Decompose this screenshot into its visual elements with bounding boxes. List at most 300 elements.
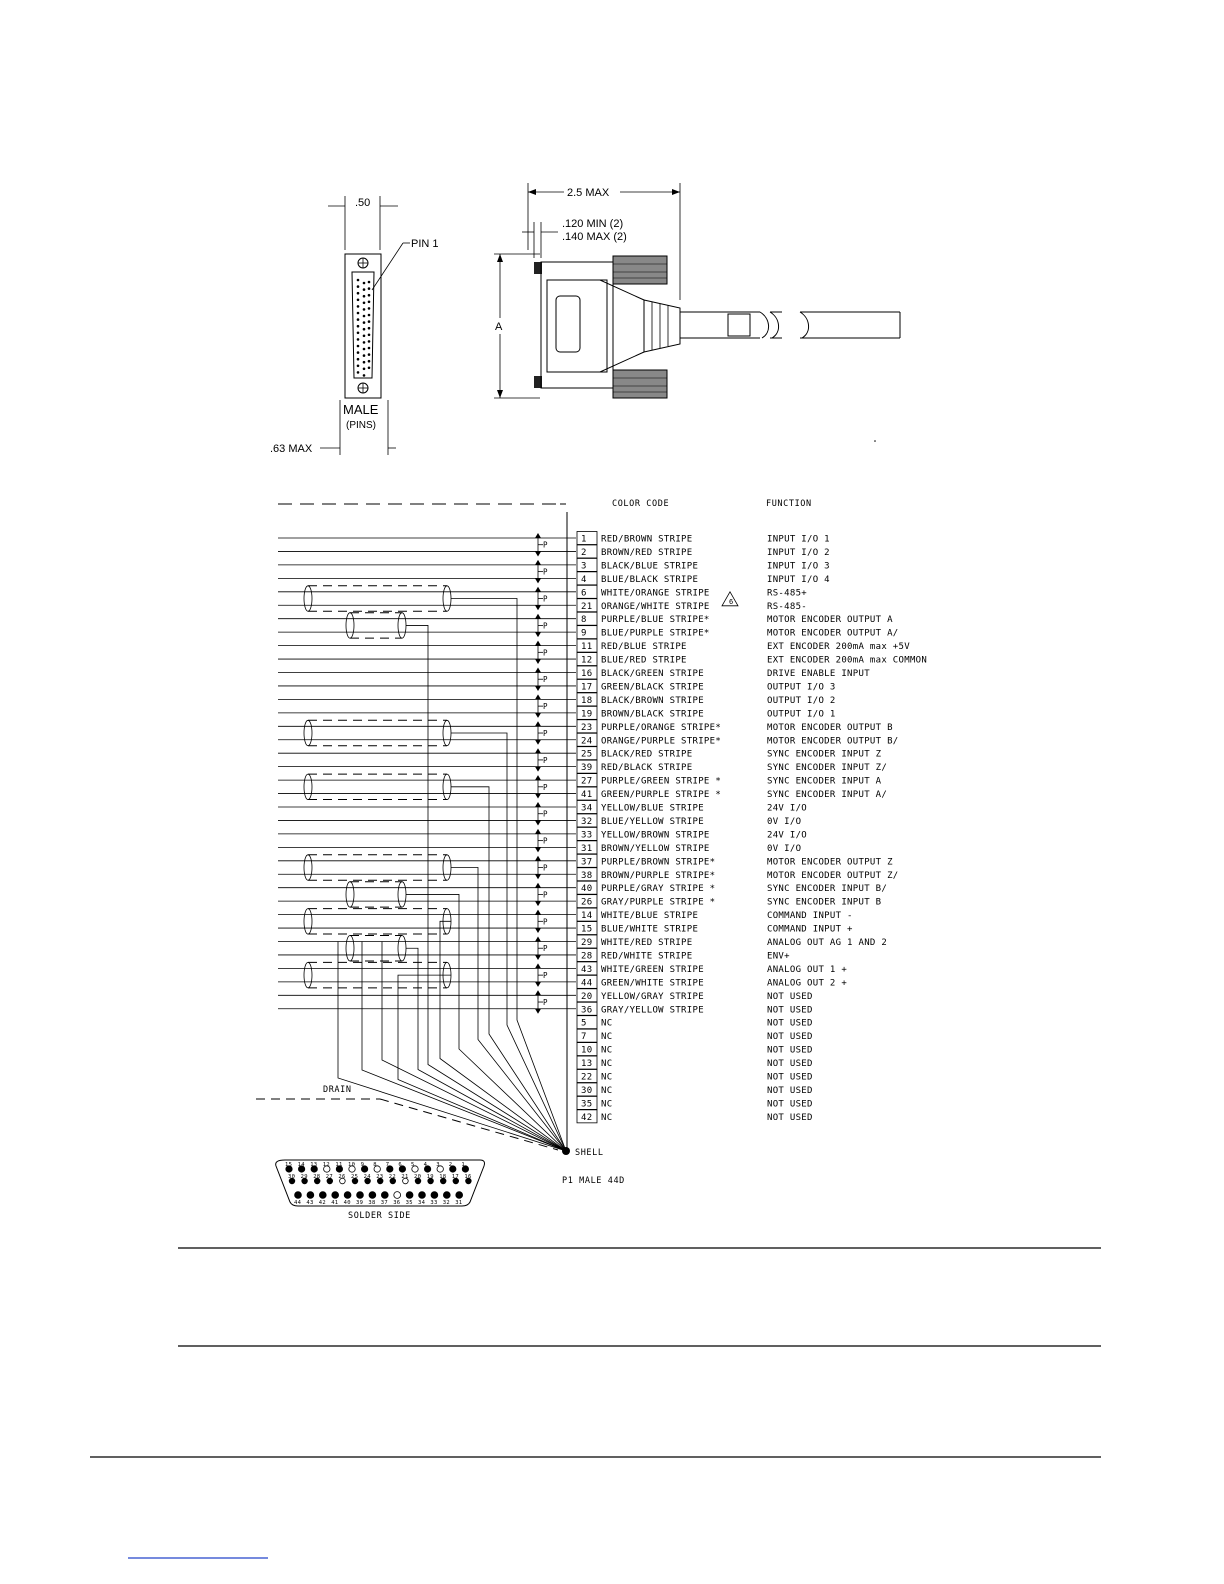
solder-side-view — [276, 1160, 485, 1221]
dim-a: A — [495, 321, 503, 333]
pin-function: NOT USED — [767, 1059, 813, 1070]
table-row — [278, 895, 881, 908]
table-row — [278, 760, 887, 773]
solder-pin-number: 13 — [310, 1162, 318, 1168]
wire-color: NC — [601, 1085, 613, 1096]
table-row — [278, 545, 830, 558]
drain-wire — [406, 625, 566, 1151]
solder-pin-number: 4 — [423, 1162, 428, 1168]
pin-number: 1 — [581, 534, 587, 545]
pin-function: NOT USED — [767, 1032, 813, 1043]
pin-number: 36 — [581, 1005, 593, 1016]
pin-function: 24V I/O — [767, 803, 808, 814]
wire-color: NC — [601, 1018, 613, 1029]
function-header: FUNCTION — [766, 499, 812, 509]
solder-pin-number: 43 — [306, 1200, 314, 1206]
solder-pin-number: 10 — [348, 1162, 356, 1168]
solder-pin-number: 5 — [411, 1162, 415, 1168]
twisted-pair-marker — [535, 533, 548, 556]
pin-function: NOT USED — [767, 1099, 813, 1110]
dim-25-max: 2.5 MAX — [567, 187, 610, 199]
wire-color: GREEN/PURPLE STRIPE * — [601, 790, 722, 801]
pin-number: 29 — [581, 938, 593, 948]
dim-140-max: .140 MAX (2) — [562, 231, 627, 243]
pin-number: 14 — [581, 911, 593, 922]
connector-label: P1 MALE 44D — [562, 1176, 625, 1186]
solder-pin-number: 24 — [363, 1174, 371, 1180]
pin-function: EXT ENCODER 200mA max COMMON — [767, 655, 928, 666]
solder-pin-number: 6 — [398, 1162, 403, 1168]
pin-number: 21 — [581, 601, 593, 612]
connector-front-view — [270, 196, 439, 455]
svg-text:P: P — [543, 836, 548, 846]
wire-color: BLACK/RED STRIPE — [601, 749, 693, 760]
solder-pin-number: 14 — [297, 1162, 305, 1168]
drain-wire — [398, 975, 566, 1151]
solder-pin — [381, 1192, 388, 1199]
pin-function: RS-485- — [767, 601, 808, 612]
pin-number: 39 — [581, 763, 593, 774]
solder-pin — [307, 1192, 314, 1199]
wire-color: NC — [601, 1045, 613, 1056]
solder-pin — [357, 1192, 364, 1199]
svg-text:P: P — [543, 971, 548, 981]
twisted-pair-marker — [535, 775, 548, 798]
svg-text:P: P — [543, 594, 548, 604]
wire-color: PURPLE/GRAY STRIPE * — [601, 884, 716, 895]
solder-pin-number: 23 — [376, 1174, 384, 1180]
solder-pin-number: 39 — [356, 1200, 364, 1206]
solder-pin-number: 42 — [318, 1200, 327, 1206]
solder-pin-number: 18 — [439, 1174, 447, 1180]
pin-number: 12 — [581, 655, 593, 666]
solder-pin-number: 29 — [300, 1174, 308, 1180]
pin-function: NOT USED — [767, 1085, 813, 1096]
wire-color: WHITE/RED STRIPE — [601, 938, 693, 948]
pinout-rows — [278, 532, 927, 1123]
shield-sleeve — [346, 936, 406, 961]
svg-text:P: P — [543, 944, 548, 954]
pin-box — [577, 585, 597, 598]
table-row — [577, 1016, 813, 1029]
pin-number: 3 — [581, 561, 587, 572]
pin-number: 32 — [581, 816, 593, 827]
wire-color: PURPLE/BLUE STRIPE* — [601, 615, 710, 626]
solder-pin-number: 19 — [426, 1174, 434, 1180]
solder-pin-number: 22 — [388, 1174, 397, 1180]
pin-function: OUTPUT I/O 3 — [767, 682, 836, 693]
pin-number: 33 — [581, 830, 593, 841]
twisted-pair-marker — [535, 614, 548, 637]
shell-ground-node — [562, 1147, 570, 1155]
wire-color: RED/BLACK STRIPE — [601, 763, 693, 774]
wire-color: WHITE/GREEN STRIPE — [601, 964, 704, 975]
table-row — [278, 572, 830, 585]
pin-function: ANALOG OUT AG 1 AND 2 — [767, 938, 888, 948]
wire-color: GREEN/BLACK STRIPE — [601, 682, 704, 693]
pin-function: MOTOR ENCODER OUTPUT B — [767, 722, 893, 733]
wire-color: NC — [601, 1112, 613, 1123]
wire-color: GRAY/YELLOW STRIPE — [601, 1005, 704, 1016]
wire-color: BLACK/GREEN STRIPE — [601, 669, 704, 679]
wire-color: BLUE/RED STRIPE — [601, 655, 687, 666]
table-row — [278, 693, 836, 706]
twisted-pair-marker — [535, 990, 548, 1013]
wire-color: GRAY/PURPLE STRIPE * — [601, 897, 716, 908]
pin-function: 24V I/O — [767, 830, 808, 841]
pin-function: DRIVE ENABLE INPUT — [767, 669, 870, 679]
pin-number: 4 — [581, 574, 587, 585]
twisted-pair-marker — [535, 910, 548, 933]
solder-pin-number: 21 — [401, 1174, 409, 1180]
pin-number: 7 — [581, 1032, 587, 1043]
pin-box — [577, 545, 597, 558]
pin-number: 38 — [581, 870, 593, 881]
table-row — [278, 626, 899, 639]
twisted-pair-marker — [535, 641, 548, 664]
solder-pin — [431, 1192, 438, 1199]
pin-function: MOTOR ENCODER OUTPUT A — [767, 615, 893, 626]
pin-box — [577, 612, 597, 625]
table-row — [278, 666, 870, 679]
table-row — [278, 679, 836, 692]
pin-box — [577, 558, 597, 571]
pin-function: MOTOR ENCODER OUTPUT B/ — [767, 736, 899, 747]
table-row — [278, 653, 927, 666]
wire-color: BROWN/RED STRIPE — [601, 547, 693, 558]
pin1-label: PIN 1 — [411, 238, 439, 250]
shield-sleeve — [304, 909, 451, 934]
pin-number: 24 — [581, 736, 593, 747]
twisted-pair-marker — [535, 883, 548, 906]
table-row — [278, 787, 887, 800]
solder-pin — [369, 1192, 376, 1199]
pin-number: 9 — [581, 628, 587, 639]
pin-function: NOT USED — [767, 991, 813, 1002]
svg-text:P: P — [543, 863, 548, 873]
pin-function: 0V I/O — [767, 843, 802, 854]
pin-number: 17 — [581, 682, 593, 693]
wire-color: BLACK/BLUE STRIPE — [601, 561, 699, 572]
pin-function: OUTPUT I/O 2 — [767, 695, 836, 706]
drain-wire — [338, 942, 566, 1152]
table-row — [278, 868, 899, 881]
table-row — [278, 612, 893, 625]
pin-number: 5 — [581, 1018, 587, 1029]
pin-number: 25 — [581, 749, 593, 760]
wire-color: BLACK/BROWN STRIPE — [601, 695, 704, 706]
twisted-pair-marker — [535, 560, 548, 583]
twisted-pair-marker — [535, 721, 548, 744]
solder-pin-number: 35 — [405, 1200, 413, 1206]
solder-pin — [344, 1192, 351, 1199]
solder-pin-number: 2 — [448, 1162, 453, 1168]
pin-function: MOTOR ENCODER OUTPUT Z — [767, 857, 893, 868]
pin-function: NOT USED — [767, 1018, 813, 1029]
solder-pin-number: 26 — [338, 1174, 346, 1180]
pin-function: INPUT I/O 1 — [767, 534, 830, 545]
solder-pin-number: 1 — [461, 1162, 466, 1168]
solder-pin-number: 12 — [322, 1162, 331, 1168]
solder-pin — [406, 1192, 413, 1199]
wire-color: NC — [601, 1032, 613, 1043]
solder-pin-number: 30 — [288, 1174, 296, 1180]
pin-number: 8 — [581, 615, 587, 626]
twisted-pair-marker — [535, 802, 548, 825]
pin-number: 26 — [581, 897, 593, 908]
pin-function: INPUT I/O 4 — [767, 574, 830, 585]
pin-number: 34 — [581, 803, 593, 814]
solder-pin-number: 40 — [343, 1200, 351, 1206]
pin-function: SYNC ENCODER INPUT Z/ — [767, 763, 888, 774]
wire-color: RED/BROWN STRIPE — [601, 534, 693, 545]
table-row — [577, 1110, 813, 1123]
pin-function: ANALOG OUT 1 + — [767, 964, 848, 975]
pin-number: 23 — [581, 722, 593, 733]
pin-number: 16 — [581, 669, 593, 679]
svg-text:P: P — [543, 702, 548, 712]
table-row — [577, 1083, 813, 1096]
pin-function: EXT ENCODER 200mA max +5V — [767, 642, 910, 653]
solder-pin-number: 33 — [430, 1200, 438, 1206]
pin-function: SYNC ENCODER INPUT A — [767, 776, 882, 787]
pin-number: 35 — [581, 1099, 593, 1110]
solder-pin-number: 20 — [414, 1174, 422, 1180]
pin-function: COMMAND INPUT + — [767, 924, 853, 935]
shield-sleeve — [304, 774, 451, 799]
pin-function: MOTOR ENCODER OUTPUT A/ — [767, 628, 899, 639]
table-row — [278, 558, 830, 571]
solder-pin — [319, 1192, 326, 1199]
pin-function: 0V I/O — [767, 816, 802, 827]
table-row — [278, 774, 882, 787]
pin-number: 27 — [581, 776, 593, 787]
warning-number: 6 — [729, 597, 734, 606]
pin-number: 18 — [581, 695, 593, 706]
pin-number: 43 — [581, 964, 593, 975]
pin-function: SYNC ENCODER INPUT A/ — [767, 790, 888, 801]
dim-width-50: .50 — [355, 197, 371, 209]
pin-box — [577, 1029, 597, 1042]
table-row — [278, 720, 893, 733]
solder-pin-field — [285, 1162, 472, 1206]
wire-color: GREEN/WHITE STRIPE — [601, 978, 704, 989]
pin-function: ENV+ — [767, 951, 790, 962]
pin-function: NOT USED — [767, 1112, 813, 1123]
pin-number: 40 — [581, 884, 593, 895]
solder-pin-number: 38 — [368, 1200, 376, 1206]
twisted-pair-marker — [535, 829, 548, 852]
pin-number: 2 — [581, 547, 587, 558]
svg-text:P: P — [543, 782, 548, 792]
pin-number: 37 — [581, 857, 593, 868]
pin-number: 13 — [581, 1059, 593, 1070]
svg-text:P: P — [543, 540, 548, 550]
table-row — [278, 908, 853, 921]
table-row — [278, 881, 887, 894]
table-row — [278, 922, 853, 935]
wire-color: YELLOW/BLUE STRIPE — [601, 803, 704, 814]
pin-number: 15 — [581, 924, 593, 935]
pin-number: 42 — [581, 1112, 593, 1123]
wire-color: ORANGE/PURPLE STRIPE* — [601, 736, 722, 747]
pin-number: 19 — [581, 709, 593, 720]
wire-color: BROWN/PURPLE STRIPE* — [601, 870, 716, 881]
wire-color: RED/BLUE STRIPE — [601, 642, 687, 653]
wire-color: WHITE/BLUE STRIPE — [601, 911, 699, 922]
solder-pin — [419, 1192, 426, 1199]
table-row — [278, 733, 899, 746]
pin-number: 28 — [581, 951, 593, 962]
solder-pin — [456, 1192, 463, 1199]
table-row — [278, 747, 882, 760]
wire-color: BROWN/BLACK STRIPE — [601, 709, 704, 720]
pin-function: OUTPUT I/O 1 — [767, 709, 836, 720]
pin-box — [577, 1016, 597, 1029]
svg-text:P: P — [543, 809, 548, 819]
svg-text:P: P — [543, 755, 548, 765]
table-row — [577, 1096, 813, 1109]
wire-color: BROWN/YELLOW STRIPE — [601, 843, 710, 854]
front-pin-field — [357, 279, 371, 377]
wiring-schematic — [256, 499, 927, 1186]
table-row — [278, 706, 836, 719]
pin-function: INPUT I/O 2 — [767, 547, 830, 558]
table-row — [577, 1029, 813, 1042]
pin-function: RS-485+ — [767, 588, 808, 599]
shield-sleeve — [304, 720, 451, 745]
table-row — [278, 854, 893, 867]
table-row — [577, 1043, 813, 1056]
svg-text:P: P — [543, 729, 548, 739]
pin-number: 20 — [581, 991, 593, 1002]
solder-pin-number: 44 — [294, 1200, 302, 1206]
solder-pin-number: 15 — [285, 1162, 293, 1168]
solder-pin-number: 25 — [351, 1174, 359, 1180]
twisted-pair-marker — [535, 587, 548, 610]
shell-label: SHELL — [575, 1148, 604, 1158]
wire-color: BLUE/PURPLE STRIPE* — [601, 628, 710, 639]
drain-wire — [382, 942, 566, 1152]
pin-number: 44 — [581, 978, 593, 989]
solder-pin-number: 41 — [331, 1200, 339, 1206]
pin-function: SYNC ENCODER INPUT B — [767, 897, 882, 908]
drain-wire — [362, 942, 566, 1152]
solder-pin-number: 37 — [380, 1200, 389, 1206]
solder-pin — [443, 1192, 450, 1199]
table-row — [278, 639, 910, 652]
shield-sleeve — [346, 613, 406, 638]
pin-function: NOT USED — [767, 1045, 813, 1056]
drain-wire — [406, 894, 566, 1151]
table-row — [278, 532, 830, 545]
pin-function: COMMAND INPUT - — [767, 911, 853, 922]
shield-sleeve — [346, 882, 406, 907]
pin-function: SYNC ENCODER INPUT B/ — [767, 884, 888, 895]
solder-pin-number: 3 — [436, 1162, 440, 1168]
svg-text:P: P — [543, 998, 548, 1008]
pins-label: (PINS) — [346, 420, 376, 431]
wire-color: BLUE/WHITE STRIPE — [601, 924, 699, 935]
twisted-pair-marker — [535, 856, 548, 879]
drain-wire — [451, 599, 566, 1151]
solder-pin — [394, 1192, 401, 1199]
dim-63-max: .63 MAX — [270, 443, 313, 455]
pin-number: 10 — [581, 1045, 593, 1056]
solder-pin — [332, 1192, 339, 1199]
twisted-pair-marker — [535, 963, 548, 986]
pin-box — [577, 626, 597, 639]
pin-function: INPUT I/O 3 — [767, 561, 830, 572]
svg-text:P: P — [543, 621, 548, 631]
wire-color: YELLOW/BROWN STRIPE — [601, 830, 710, 841]
wire-color: ORANGE/WHITE STRIPE — [601, 601, 710, 612]
solder-pin-number: 36 — [393, 1200, 401, 1206]
twisted-pair-marker — [535, 937, 548, 960]
pin-function: ANALOG OUT 2 + — [767, 978, 848, 989]
solder-side-label: SOLDER SIDE — [348, 1211, 411, 1221]
wire-color: RED/WHITE STRIPE — [601, 951, 693, 962]
shield-sleeves — [304, 586, 451, 988]
solder-pin-number: 17 — [451, 1174, 460, 1180]
svg-text:P: P — [543, 567, 548, 577]
pin-number: 11 — [581, 642, 593, 653]
shield-sleeve — [304, 586, 451, 611]
wire-color: YELLOW/GRAY STRIPE — [601, 991, 704, 1002]
pin-box — [577, 532, 597, 545]
twisted-pair-marker — [535, 748, 548, 771]
solder-pin-number: 32 — [442, 1200, 451, 1206]
pin-number: 22 — [581, 1072, 593, 1083]
male-label: MALE — [343, 402, 379, 417]
pin-function: SYNC ENCODER INPUT Z — [767, 749, 882, 760]
table-row — [577, 1056, 813, 1069]
table-row — [577, 1070, 813, 1083]
svg-text:P: P — [543, 675, 548, 685]
solder-pin-number: 27 — [325, 1174, 334, 1180]
pin-function: NOT USED — [767, 1072, 813, 1083]
wire-color: BLUE/YELLOW STRIPE — [601, 816, 704, 827]
pin-number: 31 — [581, 843, 593, 854]
drain-label: DRAIN — [323, 1085, 352, 1095]
table-row — [278, 975, 847, 988]
table-row — [278, 948, 790, 961]
wire-color: PURPLE/GREEN STRIPE * — [601, 776, 722, 787]
pin-number: 30 — [581, 1085, 593, 1096]
pin-number: 6 — [581, 588, 587, 599]
table-row — [278, 962, 847, 975]
solder-pin-number: 31 — [455, 1200, 463, 1206]
solder-pin-number: 9 — [360, 1162, 365, 1168]
svg-text:P: P — [543, 890, 548, 900]
solder-pin-number: 7 — [385, 1162, 390, 1168]
wire-color: PURPLE/ORANGE STRIPE* — [601, 722, 722, 733]
connector-side-view — [494, 183, 900, 398]
pin-function: NOT USED — [767, 1005, 813, 1016]
pin-number: 41 — [581, 790, 593, 801]
wire-color: WHITE/ORANGE STRIPE — [601, 588, 710, 599]
pin-function: MOTOR ENCODER OUTPUT Z/ — [767, 870, 899, 881]
wire-color: NC — [601, 1099, 613, 1110]
svg-text:P: P — [543, 917, 548, 927]
twisted-pair-marker — [535, 668, 548, 691]
svg-text:P: P — [543, 648, 548, 658]
table-row — [278, 935, 887, 948]
solder-pin — [295, 1192, 302, 1199]
color-code-header: COLOR CODE — [612, 499, 670, 509]
wire-color: NC — [601, 1059, 613, 1070]
solder-pin-number: 28 — [313, 1174, 321, 1180]
